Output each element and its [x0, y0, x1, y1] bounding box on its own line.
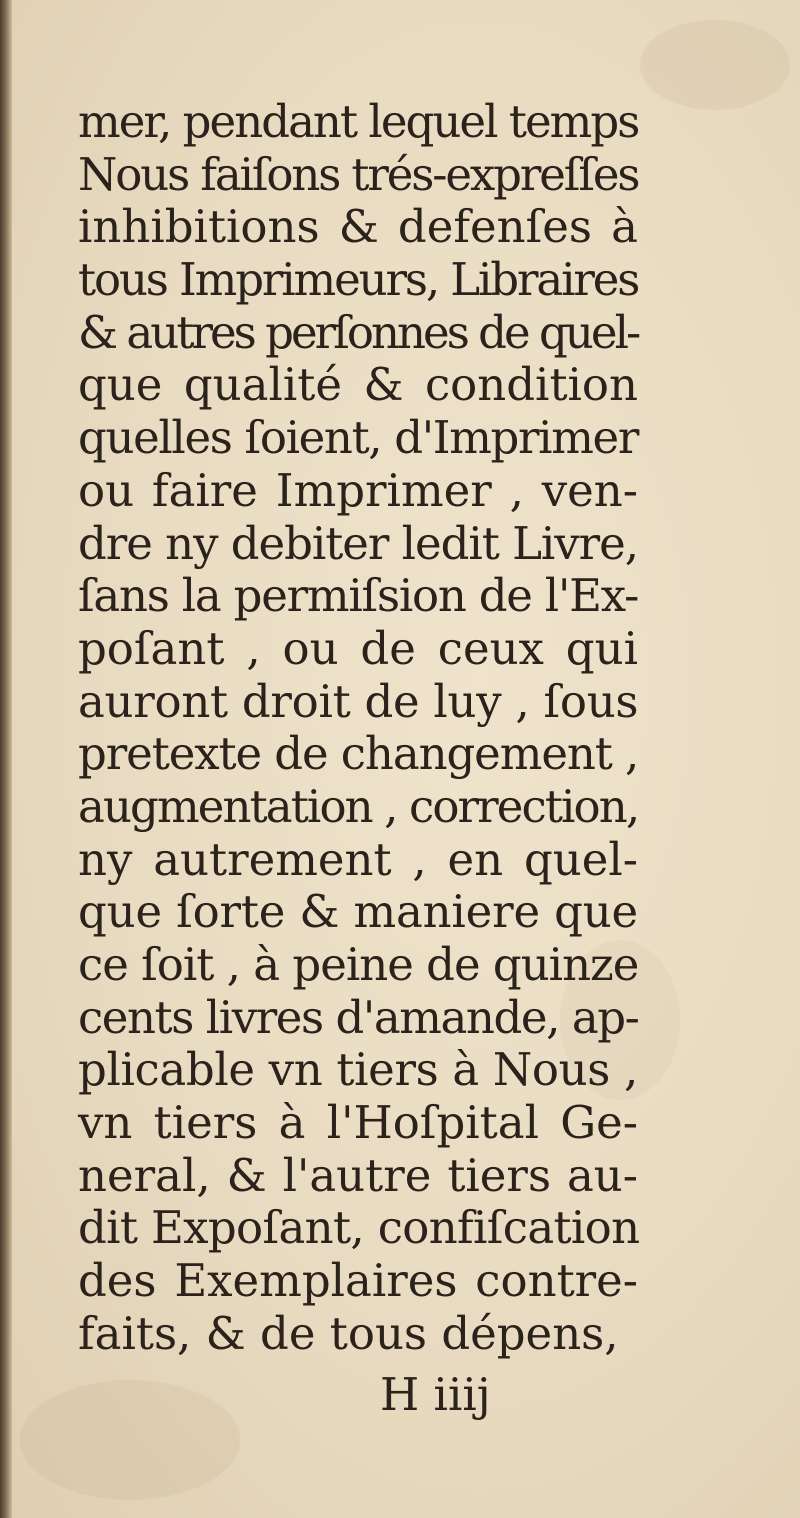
text-line: neral, & l'autre tiers au-	[78, 1148, 638, 1202]
text-line: dit Expoſant, confiſcation	[78, 1201, 640, 1255]
text-line: cents livres d'amande, ap-	[78, 990, 639, 1044]
text-line: augmentation , correction,	[78, 779, 639, 833]
text-line: ce ſoit , à peine de quinze	[78, 938, 639, 991]
binding-edge	[0, 0, 12, 1518]
text-line: dre ny debiter ledit Livre,	[78, 516, 638, 570]
text-line: tous Imprimeurs, Libraires	[78, 253, 639, 307]
text-line: Nous faiſons trés-expreſſes	[78, 147, 639, 201]
text-line: & autres perſonnes de quel-	[78, 305, 639, 359]
text-line: inhibitions & defenſes à	[78, 200, 638, 254]
text-line: plicable vn tiers à Nous ,	[78, 1043, 638, 1097]
text-line: que ſorte & maniere que	[78, 885, 638, 939]
text-line: que qualité & condition	[78, 358, 638, 412]
paper-stain	[20, 1380, 240, 1500]
text-line: ou faire Imprimer , ven-	[78, 463, 638, 517]
text-line: auront droit de luy , ſous	[78, 674, 639, 728]
text-line: des Exemplaires contre-	[78, 1254, 638, 1308]
text-line: pretexte de changement ,	[78, 727, 639, 781]
body-text	[78, 96, 638, 1361]
text-line: vn tiers à l'Hoſpital Ge-	[78, 1096, 638, 1150]
paper-stain	[640, 20, 790, 110]
text-line: faits, & de tous dépens,	[78, 1306, 619, 1360]
signature-mark: H iiij	[380, 1368, 491, 1421]
text-line: ſans la permiſsion de l'Ex-	[78, 569, 639, 623]
text-line: mer, pendant lequel temps	[78, 95, 639, 148]
text-line: ny autrement , en quel-	[78, 832, 638, 886]
text-line: poſant , ou de ceux qui	[78, 621, 638, 675]
text-line: quelles ſoient, d'Imprimer	[78, 411, 638, 465]
